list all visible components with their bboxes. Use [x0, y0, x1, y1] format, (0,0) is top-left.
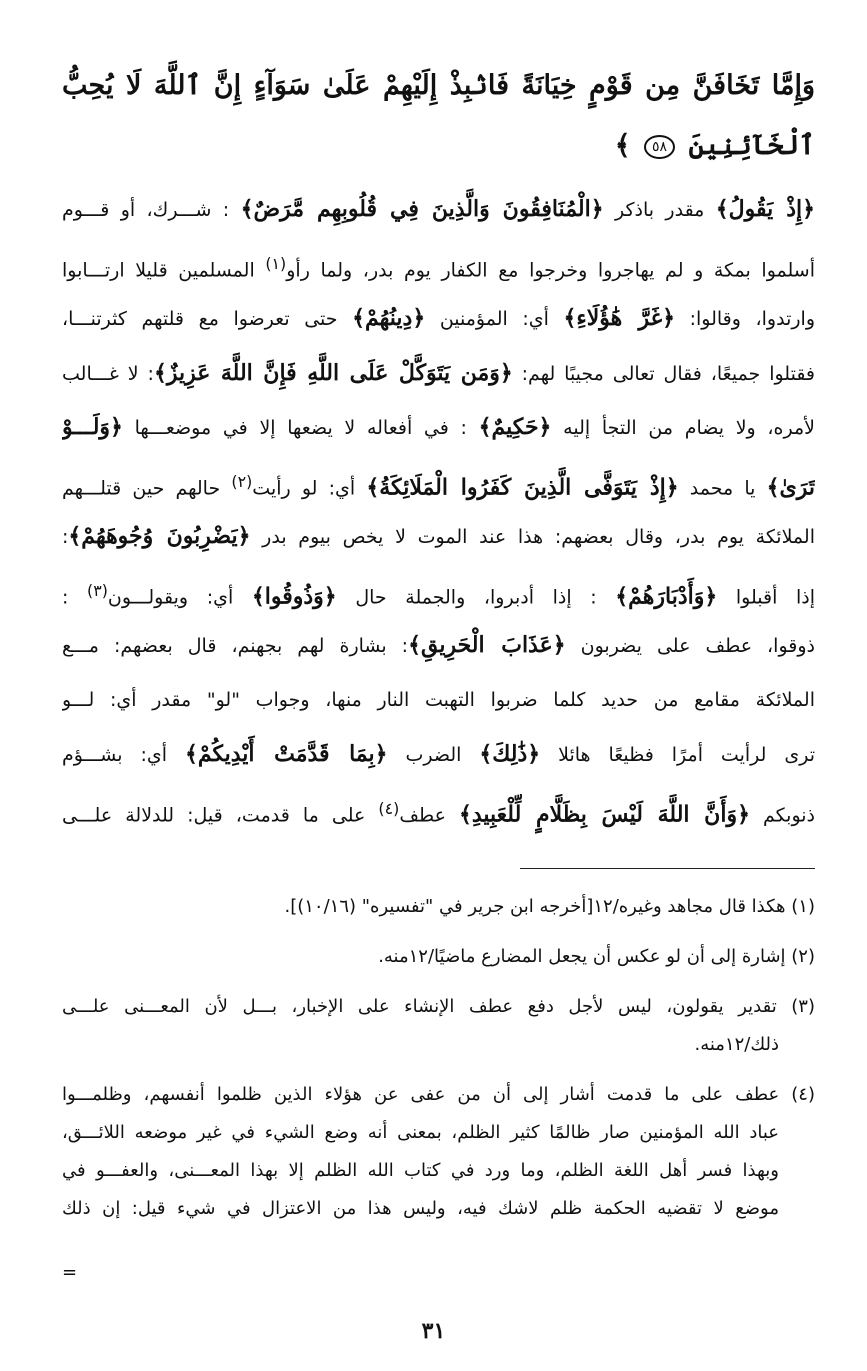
commentary-text: مقدر باذكر — [603, 199, 716, 221]
commentary-line — [62, 618, 815, 673]
commentary-text: وارتدوا، وقالوا: — [675, 308, 815, 330]
commentary-text: إذا أقبلوا — [717, 585, 815, 608]
commentary-text: المسلمين قليلا ارتـــابوا — [62, 258, 266, 281]
commentary-text: ذوقوا، عطف على يضربون — [565, 635, 815, 657]
commentary-text: ترى لرأيت أمرًا فظيعًا هائلا — [540, 744, 815, 766]
commentary-text: : لا غـــالب — [62, 362, 154, 385]
commentary-text: الملائكة يوم بدر، وقال بعضهم: هذا عند الموت لا يخص بيوم بدر — [250, 526, 815, 548]
footnote-3-line: ذلك/١٢منه. — [694, 1034, 779, 1055]
commentary-line — [62, 346, 815, 401]
footnote-4-line: (٤) عطف على ما قدمت أشار إلى أن من عفى عن هؤلاء الذين ظلموا أنفسهم، وظلمـــوا — [62, 1084, 815, 1105]
commentary-text: أي: المؤمنين — [425, 308, 564, 330]
commentary — [62, 182, 815, 836]
ayah-number-mark: ٥٨ — [644, 135, 675, 159]
commentary-text: أي: بشـــؤم — [62, 744, 185, 766]
quran-quote: ﴿دِينُهُمْ﴾ — [352, 305, 426, 331]
page-number: ٣١ — [421, 1318, 446, 1344]
footnote-ref[interactable]: (٤) — [378, 798, 400, 818]
quran-quote: ﴿بِمَا قَدَّمَتْ أَيْدِيكُمْ﴾ — [184, 741, 388, 767]
commentary-text: : إذا أدبروا، والجملة حال — [336, 585, 616, 608]
commentary-text: لأمره، ولا يضام من التجأ إليه — [551, 417, 815, 439]
commentary-text: : — [62, 526, 69, 548]
quran-quote: تَرَىٰ﴾ — [766, 473, 815, 500]
commentary-line — [62, 564, 815, 619]
footnote-ref[interactable]: (٣) — [87, 580, 108, 600]
quran-quote: ﴿ذَٰلِكَ﴾ — [479, 741, 541, 767]
commentary-text: فقتلوا جميعًا، فقال تعالى مجيبًا لهم: — [512, 362, 815, 385]
quran-quote: ﴿عَذَابَ الْحَرِيقِ﴾ — [408, 632, 566, 658]
main-text — [62, 56, 815, 836]
footnote-4-line: عباد الله المؤمنين صار ظالمًا كثير الظلم، بمعنى أنه وضع الشيء في غير موضعه اللائـــق، — [62, 1122, 779, 1143]
commentary-text: ذنوبكم — [749, 803, 815, 826]
continuation-mark: = — [62, 1262, 78, 1283]
commentary-line — [62, 400, 815, 455]
quran-quote: ﴿وَمَن يَتَوَكَّلْ عَلَى اللَّهِ فَإِنَّ اللَّهَ عَزِيزٌ﴾ — [153, 359, 513, 386]
footnotes — [62, 888, 815, 1228]
commentary-text: الضرب — [387, 744, 480, 766]
footnote-4-line: وبهذا فسر أهل اللغة الظلم، وما ورد في كتاب الله الظلم إلا بهذا المعـــنى، والعفـــو في — [62, 1160, 779, 1181]
commentary-text: : — [62, 585, 88, 608]
commentary-line — [62, 182, 815, 237]
quran-verse — [62, 56, 815, 176]
commentary-text: : شـــرك، أو قـــوم — [62, 199, 241, 221]
quran-quote: ﴿وَذُوقُوا﴾ — [251, 582, 337, 609]
footnote-ref[interactable]: (١) — [265, 253, 287, 273]
quran-quote: ﴿يَضْرِبُونَ وُجُوهَهُمْ﴾ — [68, 523, 251, 549]
commentary-text: أسلموا بمكة و لم يهاجروا وخرجوا مع الكفار يوم بدر، ولما رأو — [286, 258, 815, 281]
commentary-text: حالهم حين قتلـــهم — [62, 476, 232, 499]
footnote-ref[interactable]: (٢) — [231, 471, 253, 491]
quran-quote: ﴿إِذْ يَقُولُ﴾ — [715, 196, 815, 222]
quran-quote: ﴿حَكِيمٌ﴾ — [478, 414, 552, 440]
commentary-text: : في أفعاله لا يضعها إلا في موضعـــها — [122, 417, 479, 439]
quran-quote: ﴿وَأَنَّ اللَّهَ لَيْسَ بِظَلَّامٍ لِّلْعَبِيدِ﴾ — [458, 800, 750, 827]
verse-line-2 — [62, 116, 815, 176]
commentary-text: أي: ويقولـــون — [107, 585, 252, 608]
commentary-text: عطف — [399, 803, 459, 826]
commentary-line — [62, 455, 815, 510]
quran-quote: ﴿غَرَّ هَٰؤُلَاءِ﴾ — [563, 305, 676, 331]
commentary-line — [62, 291, 815, 346]
commentary-text: على ما قدمت، قيل: للدلالة علـــى — [62, 803, 379, 826]
quran-quote: ﴿وَأَدْبَارَهُمْ﴾ — [615, 582, 718, 609]
footnote-2: (٢) إشارة إلى أن لو عكس أن يجعل المضارع ماضيًا/١٢منه. — [378, 946, 815, 967]
commentary-line — [62, 673, 815, 728]
commentary-line — [62, 509, 815, 564]
commentary-text: حتى تعرضوا مع قلتهم كثرتنـــا، — [62, 308, 353, 330]
verse-line-1: وَإِمَّا تَخَافَنَّ مِن قَوْمٍ خِيَانَةً فَانۢبِذْ إِلَيْهِمْ عَلَىٰ سَوَآءٍ إِنَّ ٱللَّهَ لَا يُحِبُّ — [62, 70, 815, 101]
footnote-separator — [520, 868, 815, 869]
commentary-text: : بشارة لهم بجهنم، قال بعضهم: مـــع — [62, 635, 409, 657]
commentary-text: يا محمد — [678, 476, 767, 499]
commentary-text: الملائكة مقامع من حديد كلما ضربوا التهبت النار منها، وجواب "لو" مقدر أي: لـــو — [62, 688, 815, 711]
commentary-text: أي: لو رأيت — [252, 476, 367, 499]
footnote-4-line: موضع لا تقضيه الحكمة ظلم لاشك فيه، وليس هذا من الاعتزال في شيء قيل: إن ذلك — [62, 1198, 779, 1219]
verse-close-bracket: ﴾ — [614, 130, 631, 161]
footnote-3-line: (٣) تقدير يقولون، ليس لأجل دفع عطف الإنشاء على الإخبار، بـــل لأن المعـــنى علـــى — [62, 996, 815, 1017]
commentary-line — [62, 237, 815, 292]
quran-quote: ﴿وَلَـــوْ — [62, 414, 123, 440]
commentary-line — [62, 727, 815, 782]
commentary-line — [62, 782, 815, 837]
quran-quote: ﴿إِذْ يَتَوَفَّى الَّذِينَ كَفَرُوا الْمَلَائِكَةُ﴾ — [366, 473, 679, 500]
footnote-1: (١) هكذا قال مجاهد وغيره/١٢[أخرجه ابن جرير في "تفسيره" (١٠/١٦)]. — [284, 896, 815, 917]
quran-quote: ﴿الْمُنَافِقُونَ وَالَّذِينَ فِي قُلُوبِهِم مَّرَضٌ﴾ — [240, 196, 604, 222]
verse-word: ٱلْخَآئِنِينَ — [688, 130, 815, 161]
